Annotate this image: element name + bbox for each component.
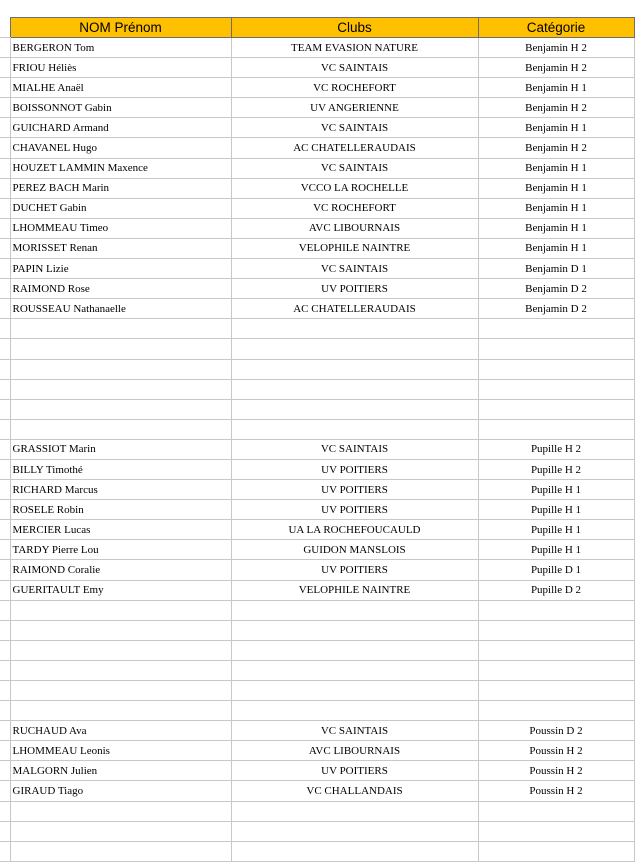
name-cell[interactable]	[10, 399, 231, 419]
club-cell[interactable]	[231, 801, 478, 821]
club-cell[interactable]	[231, 660, 478, 680]
row-gutter-cell[interactable]	[0, 660, 10, 680]
row-gutter-cell[interactable]	[0, 399, 10, 419]
club-cell[interactable]	[231, 681, 478, 701]
name-cell[interactable]	[10, 600, 231, 620]
header-club[interactable]: Clubs	[231, 18, 478, 38]
table-row	[0, 399, 635, 419]
category-cell[interactable]	[478, 821, 634, 841]
name-cell[interactable]: GRASSIOT Marin	[10, 439, 231, 459]
row-gutter-cell[interactable]	[0, 640, 10, 660]
row-gutter-cell[interactable]	[0, 118, 10, 138]
row-gutter-cell[interactable]	[0, 560, 10, 580]
table-row	[0, 681, 635, 701]
category-cell[interactable]: Poussin H 2	[478, 761, 634, 781]
table-row	[0, 138, 635, 158]
name-cell[interactable]	[10, 701, 231, 721]
category-cell[interactable]	[478, 620, 634, 640]
category-cell[interactable]: Benjamin H 2	[478, 98, 634, 118]
category-cell[interactable]: Benjamin H 1	[478, 158, 634, 178]
table-row	[0, 841, 635, 861]
category-cell[interactable]: Pupille H 1	[478, 520, 634, 540]
table-row	[0, 801, 635, 821]
row-gutter-cell[interactable]	[0, 600, 10, 620]
category-cell[interactable]: Benjamin H 1	[478, 178, 634, 198]
category-cell[interactable]: Poussin H 2	[478, 741, 634, 761]
row-gutter-cell[interactable]	[0, 259, 10, 279]
name-cell[interactable]: LHOMMEAU Timeo	[10, 218, 231, 238]
row-gutter-cell[interactable]	[0, 821, 10, 841]
club-cell[interactable]: UV POITIERS	[231, 459, 478, 479]
category-cell[interactable]: Pupille D 2	[478, 580, 634, 600]
name-cell[interactable]: BILLY Timothé	[10, 459, 231, 479]
row-gutter-cell[interactable]	[0, 178, 10, 198]
name-cell[interactable]: FRIOU Héliès	[10, 58, 231, 78]
category-cell[interactable]: Benjamin D 2	[478, 279, 634, 299]
name-cell[interactable]: BERGERON Tom	[10, 38, 231, 58]
table-row	[0, 279, 635, 299]
table-row	[0, 78, 635, 98]
name-cell[interactable]: PEREZ BACH Marin	[10, 178, 231, 198]
club-cell[interactable]: AVC LIBOURNAIS	[231, 218, 478, 238]
name-cell[interactable]	[10, 821, 231, 841]
table-row	[0, 459, 635, 479]
table-row	[0, 339, 635, 359]
name-cell[interactable]	[10, 660, 231, 680]
club-cell[interactable]	[231, 600, 478, 620]
table-row	[0, 761, 635, 781]
category-cell[interactable]	[478, 319, 634, 339]
row-gutter-cell[interactable]	[0, 520, 10, 540]
club-cell[interactable]: UV POITIERS	[231, 480, 478, 500]
spreadsheet	[0, 17, 635, 862]
name-cell[interactable]	[10, 379, 231, 399]
category-cell[interactable]: Pupille H 1	[478, 500, 634, 520]
table-body	[0, 18, 635, 862]
category-cell[interactable]: Pupille H 1	[478, 540, 634, 560]
club-cell[interactable]: VC SAINTAIS	[231, 158, 478, 178]
row-gutter-cell[interactable]	[0, 158, 10, 178]
category-cell[interactable]: Benjamin H 2	[478, 138, 634, 158]
category-cell[interactable]	[478, 660, 634, 680]
category-cell[interactable]: Benjamin D 2	[478, 299, 634, 319]
table-row	[0, 640, 635, 660]
category-cell[interactable]: Pupille H 1	[478, 480, 634, 500]
name-cell[interactable]: BOISSONNOT Gabin	[10, 98, 231, 118]
name-cell[interactable]	[10, 640, 231, 660]
header-row	[0, 18, 635, 38]
category-cell[interactable]: Benjamin H 1	[478, 238, 634, 258]
name-cell[interactable]: RICHARD Marcus	[10, 480, 231, 500]
table-row	[0, 721, 635, 741]
name-cell[interactable]: DUCHET Gabin	[10, 198, 231, 218]
category-cell[interactable]	[478, 701, 634, 721]
header-name[interactable]: NOM Prénom	[10, 18, 231, 38]
club-cell[interactable]: VC SAINTAIS	[231, 259, 478, 279]
table-row	[0, 58, 635, 78]
club-cell[interactable]: VCCO LA ROCHELLE	[231, 178, 478, 198]
table-row	[0, 198, 635, 218]
club-cell[interactable]: UV POITIERS	[231, 500, 478, 520]
row-gutter-cell[interactable]	[0, 580, 10, 600]
club-cell[interactable]: VC ROCHEFORT	[231, 198, 478, 218]
name-cell[interactable]: ROUSSEAU Nathanaelle	[10, 299, 231, 319]
club-cell[interactable]: VC SAINTAIS	[231, 439, 478, 459]
table-row	[0, 238, 635, 258]
table-row	[0, 419, 635, 439]
row-gutter-cell[interactable]	[0, 841, 10, 861]
row-gutter-cell[interactable]	[0, 339, 10, 359]
table-row	[0, 218, 635, 238]
table-row	[0, 359, 635, 379]
club-cell[interactable]: VC CHALLANDAIS	[231, 781, 478, 801]
name-cell[interactable]: ROSELE Robin	[10, 500, 231, 520]
row-gutter-cell[interactable]	[0, 299, 10, 319]
table-row	[0, 620, 635, 640]
row-gutter-cell[interactable]	[0, 701, 10, 721]
category-cell[interactable]: Pupille D 1	[478, 560, 634, 580]
row-gutter-cell[interactable]	[0, 379, 10, 399]
category-cell[interactable]	[478, 339, 634, 359]
name-cell[interactable]	[10, 339, 231, 359]
header-category[interactable]: Catégorie	[478, 18, 634, 38]
category-cell[interactable]	[478, 640, 634, 660]
category-cell[interactable]: Benjamin H 2	[478, 58, 634, 78]
name-cell[interactable]	[10, 359, 231, 379]
club-cell[interactable]	[231, 419, 478, 439]
club-cell[interactable]	[231, 640, 478, 660]
category-cell[interactable]: Benjamin H 1	[478, 78, 634, 98]
table-row	[0, 660, 635, 680]
name-cell[interactable]: GUERITAULT Emy	[10, 580, 231, 600]
row-gutter-cell[interactable]	[0, 480, 10, 500]
club-cell[interactable]	[231, 620, 478, 640]
category-cell[interactable]: Benjamin H 2	[478, 38, 634, 58]
participants-table	[0, 17, 635, 862]
club-cell[interactable]: VC ROCHEFORT	[231, 78, 478, 98]
name-cell[interactable]: MIALHE Anaël	[10, 78, 231, 98]
category-cell[interactable]	[478, 379, 634, 399]
club-cell[interactable]: UA LA ROCHEFOUCAULD	[231, 520, 478, 540]
row-gutter-cell[interactable]	[0, 58, 10, 78]
club-cell[interactable]: VC SAINTAIS	[231, 58, 478, 78]
club-cell[interactable]	[231, 701, 478, 721]
row-gutter-cell[interactable]	[0, 721, 10, 741]
row-gutter-cell[interactable]	[0, 78, 10, 98]
table-row	[0, 540, 635, 560]
row-gutter-cell[interactable]	[0, 319, 10, 339]
row-gutter-cell[interactable]	[0, 620, 10, 640]
table-row	[0, 38, 635, 58]
row-gutter-cell[interactable]	[0, 681, 10, 701]
club-cell[interactable]: VELOPHILE NAINTRE	[231, 580, 478, 600]
club-cell[interactable]: VC SAINTAIS	[231, 721, 478, 741]
club-cell[interactable]	[231, 399, 478, 419]
table-row	[0, 259, 635, 279]
club-cell[interactable]	[231, 821, 478, 841]
table-row	[0, 319, 635, 339]
name-cell[interactable]: MALGORN Julien	[10, 761, 231, 781]
name-cell[interactable]	[10, 620, 231, 640]
row-gutter-cell[interactable]	[0, 540, 10, 560]
category-cell[interactable]	[478, 419, 634, 439]
club-cell[interactable]	[231, 339, 478, 359]
row-gutter-cell[interactable]	[0, 359, 10, 379]
table-row	[0, 701, 635, 721]
table-row	[0, 560, 635, 580]
category-cell[interactable]	[478, 841, 634, 861]
name-cell[interactable]: RUCHAUD Ava	[10, 721, 231, 741]
club-cell[interactable]: VELOPHILE NAINTRE	[231, 238, 478, 258]
row-gutter-cell[interactable]	[0, 279, 10, 299]
name-cell[interactable]: LHOMMEAU Leonis	[10, 741, 231, 761]
table-row	[0, 781, 635, 801]
table-row	[0, 439, 635, 459]
row-gutter-cell[interactable]	[0, 38, 10, 58]
name-cell[interactable]: MERCIER Lucas	[10, 520, 231, 540]
club-cell[interactable]: TEAM EVASION NATURE	[231, 38, 478, 58]
club-cell[interactable]	[231, 319, 478, 339]
category-cell[interactable]	[478, 681, 634, 701]
row-gutter-cell[interactable]	[0, 459, 10, 479]
table-row	[0, 118, 635, 138]
category-cell[interactable]	[478, 801, 634, 821]
name-cell[interactable]: MORISSET Renan	[10, 238, 231, 258]
name-cell[interactable]: TARDY Pierre Lou	[10, 540, 231, 560]
category-cell[interactable]: Pupille H 2	[478, 459, 634, 479]
club-cell[interactable]: VC SAINTAIS	[231, 118, 478, 138]
row-gutter-cell[interactable]	[0, 801, 10, 821]
row-gutter-cell[interactable]	[0, 18, 10, 38]
name-cell[interactable]	[10, 681, 231, 701]
category-cell[interactable]	[478, 399, 634, 419]
name-cell[interactable]	[10, 841, 231, 861]
category-cell[interactable]: Pupille H 2	[478, 439, 634, 459]
club-cell[interactable]: AVC LIBOURNAIS	[231, 741, 478, 761]
name-cell[interactable]	[10, 419, 231, 439]
category-cell[interactable]: Benjamin H 1	[478, 198, 634, 218]
name-cell[interactable]: CHAVANEL Hugo	[10, 138, 231, 158]
table-row	[0, 379, 635, 399]
category-cell[interactable]: Benjamin D 1	[478, 259, 634, 279]
club-cell[interactable]	[231, 841, 478, 861]
club-cell[interactable]: UV POITIERS	[231, 761, 478, 781]
row-gutter-cell[interactable]	[0, 198, 10, 218]
category-cell[interactable]: Benjamin H 1	[478, 118, 634, 138]
category-cell[interactable]	[478, 359, 634, 379]
name-cell[interactable]: HOUZET LAMMIN Maxence	[10, 158, 231, 178]
row-gutter-cell[interactable]	[0, 741, 10, 761]
name-cell[interactable]: PAPIN Lizie	[10, 259, 231, 279]
name-cell[interactable]: RAIMOND Rose	[10, 279, 231, 299]
name-cell[interactable]: GIRAUD Tiago	[10, 781, 231, 801]
row-gutter-cell[interactable]	[0, 500, 10, 520]
club-cell[interactable]: GUIDON MANSLOIS	[231, 540, 478, 560]
table-row	[0, 299, 635, 319]
club-cell[interactable]	[231, 359, 478, 379]
table-row	[0, 178, 635, 198]
table-row	[0, 580, 635, 600]
row-gutter-cell[interactable]	[0, 781, 10, 801]
table-row	[0, 480, 635, 500]
table-row	[0, 98, 635, 118]
club-cell[interactable]: UV ANGERIENNE	[231, 98, 478, 118]
table-row	[0, 600, 635, 620]
table-row	[0, 741, 635, 761]
category-cell[interactable]	[478, 600, 634, 620]
table-row	[0, 821, 635, 841]
category-cell[interactable]: Benjamin H 1	[478, 218, 634, 238]
club-cell[interactable]: AC CHATELLERAUDAIS	[231, 299, 478, 319]
club-cell[interactable]: UV POITIERS	[231, 279, 478, 299]
table-row	[0, 520, 635, 540]
row-gutter-cell[interactable]	[0, 238, 10, 258]
row-gutter-cell[interactable]	[0, 761, 10, 781]
table-row	[0, 158, 635, 178]
row-gutter-cell[interactable]	[0, 439, 10, 459]
club-cell[interactable]	[231, 379, 478, 399]
club-cell[interactable]: AC CHATELLERAUDAIS	[231, 138, 478, 158]
table-row	[0, 500, 635, 520]
club-cell[interactable]: UV POITIERS	[231, 560, 478, 580]
name-cell[interactable]	[10, 801, 231, 821]
row-gutter-cell[interactable]	[0, 419, 10, 439]
category-cell[interactable]: Poussin H 2	[478, 781, 634, 801]
name-cell[interactable]: RAIMOND Coralie	[10, 560, 231, 580]
name-cell[interactable]	[10, 319, 231, 339]
category-cell[interactable]: Poussin D 2	[478, 721, 634, 741]
row-gutter-cell[interactable]	[0, 218, 10, 238]
name-cell[interactable]: GUICHARD Armand	[10, 118, 231, 138]
row-gutter-cell[interactable]	[0, 138, 10, 158]
row-gutter-cell[interactable]	[0, 98, 10, 118]
